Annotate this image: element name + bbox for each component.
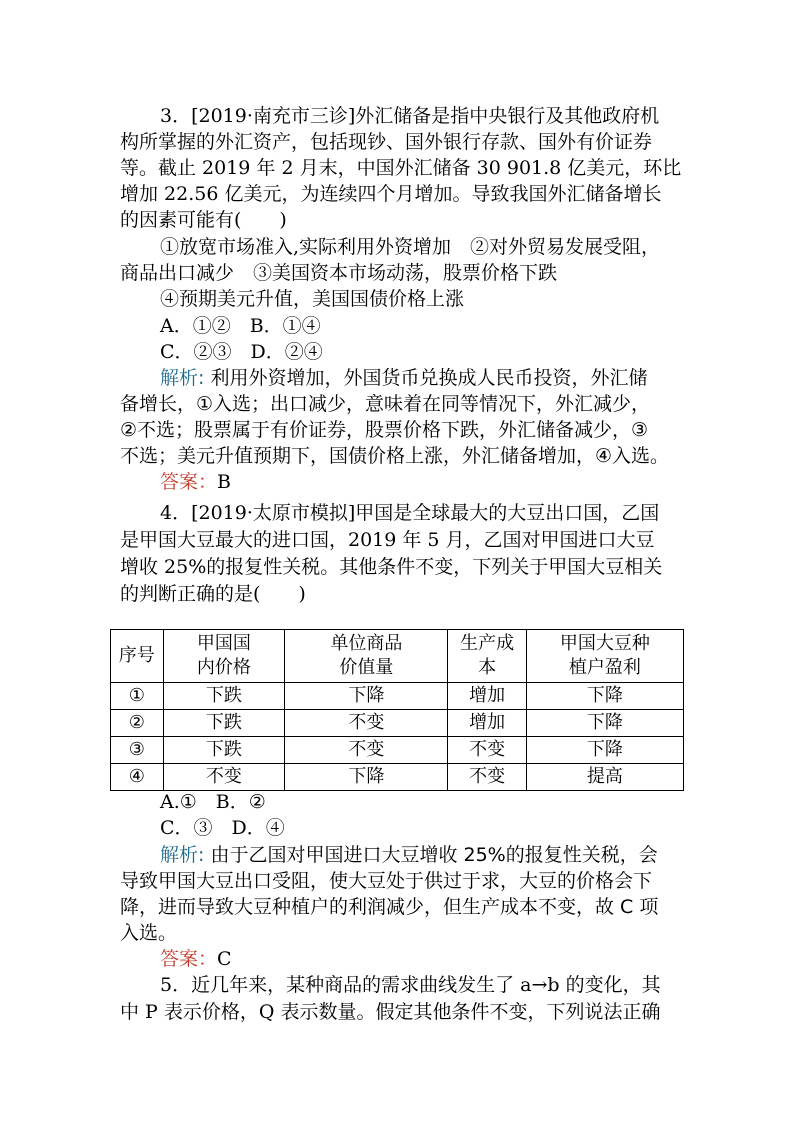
table-cell: 不变 xyxy=(285,710,448,737)
q3-analysis-line-2: 备增长，①入选；出口减少，意味着在同等情况下，外汇减少， xyxy=(120,393,651,415)
q4-analysis-line-4: 入选。 xyxy=(120,922,178,944)
header-cell: 序号 xyxy=(111,630,164,683)
table-cell: ③ xyxy=(111,737,164,764)
table-row xyxy=(111,737,684,764)
table-cell: 下降 xyxy=(285,683,448,710)
header-cell: 生产成 本 xyxy=(448,630,526,683)
q3-line-2: 构所掌握的外汇资产，包括现钞、国外银行存款、国外有价证券 xyxy=(120,131,653,153)
q4-answer-label: 答案： xyxy=(160,948,218,970)
q3-answer-label: 答案： xyxy=(160,471,218,493)
table-row xyxy=(111,764,684,791)
table-cell: 下跌 xyxy=(163,737,285,764)
table-header-row xyxy=(111,630,684,683)
q3-analysis-line-3: ②不选；股票属于有价证券，股票价格下跌，外汇储备减少，③ xyxy=(120,419,649,441)
q3-line-4: 增加 22.56 亿美元，为连续四个月增加。导致我国外汇储备增长 xyxy=(120,183,662,205)
table-cell: 不变 xyxy=(285,737,448,764)
table-cell: ② xyxy=(111,710,164,737)
q3-answer xyxy=(160,469,231,495)
q3-answer-value: B xyxy=(217,471,231,493)
q3-item-3: ④预期美元升值，美国国债价格上涨 xyxy=(160,288,465,310)
q3-line-5: 的因素可能有( ) xyxy=(120,209,287,231)
table-cell: 下降 xyxy=(285,764,448,791)
header-cell: 甲国大豆种 植户盈利 xyxy=(526,630,683,683)
table-cell: ④ xyxy=(111,764,164,791)
table-row xyxy=(111,710,684,737)
header-cell: 甲国国 内价格 xyxy=(163,630,285,683)
q3-analysis-line-4: 不选；美元升值预期下，国债价格上涨，外汇储备增加，④入选。 xyxy=(120,445,670,467)
table-cell: 提高 xyxy=(526,764,683,791)
q3-line-1: 3．[2019·南充市三诊]外汇储备是指中央银行及其他政府机 xyxy=(160,105,660,127)
q4-table xyxy=(110,629,684,791)
q5-line-1: 5．近几年来，某种商品的需求曲线发生了 a→b 的变化，其 xyxy=(160,974,661,996)
table-cell: 增加 xyxy=(448,683,526,710)
table-cell: ① xyxy=(111,683,164,710)
q3-item-1: ①放宽市场准入,实际利用外资增加 ②对外贸易发展受阻， xyxy=(160,236,661,258)
q4-line-2: 是甲国大豆最大的进口国，2019 年 5 月，乙国对甲国进口大豆 xyxy=(120,529,655,551)
q3-options-ab: A．①② B．①④ xyxy=(160,315,321,337)
q3-item-2: 商品出口减少 ③美国资本市场动荡，股票价格下跌 xyxy=(120,262,558,284)
table-row xyxy=(111,683,684,710)
table-cell: 不变 xyxy=(448,737,526,764)
table-cell: 增加 xyxy=(448,710,526,737)
q4-analysis-line-3: 降，进而导致大豆种植户的利润减少，但生产成本不变，故 C 项 xyxy=(120,896,659,918)
q5-line-2: 中 P 表示价格，Q 表示数量。假定其他条件不变，下列说法正确 xyxy=(120,1001,661,1023)
table-cell: 下降 xyxy=(526,683,683,710)
q4-options-cd: C．③ D．④ xyxy=(160,817,285,839)
q4-analysis-line-2: 导致甲国大豆出口受阻，使大豆处于供过于求，大豆的价格会下 xyxy=(120,870,653,892)
header-cell: 单位商品 价值量 xyxy=(285,630,448,683)
q4-options-ab: A.① B．② xyxy=(160,791,266,813)
q4-answer xyxy=(160,946,232,972)
q4-line-3: 增收 25%的报复性关税。其他条件不变，下列关于甲国大豆相关 xyxy=(120,556,663,578)
q3-options-cd: C．②③ D．②④ xyxy=(160,341,323,363)
table-cell: 不变 xyxy=(163,764,285,791)
table-cell: 下降 xyxy=(526,737,683,764)
table-cell: 下跌 xyxy=(163,710,285,737)
q4-analysis-line-1: 解析: 由于乙国对甲国进口大豆增收 25%的报复性关税，会 xyxy=(160,844,658,866)
q4-answer-value: C xyxy=(217,948,232,970)
table-cell: 下降 xyxy=(526,710,683,737)
q3-analysis-line-1: 解析: 利用外资增加，外国货币兑换成人民币投资，外汇储 xyxy=(160,367,648,389)
q4-line-4: 的判断正确的是( ) xyxy=(120,583,306,605)
q3-line-3: 等。截止 2019 年 2 月末，中国外汇储备 30 901.8 亿美元，环比 xyxy=(120,157,682,179)
table-cell: 下跌 xyxy=(163,683,285,710)
table-cell: 不变 xyxy=(448,764,526,791)
q3-analysis-label: 解析: xyxy=(160,367,205,389)
q4-line-1: 4．[2019·太原市模拟]甲国是全球最大的大豆出口国，乙国 xyxy=(160,502,660,524)
q4-analysis-label: 解析: xyxy=(160,844,205,866)
